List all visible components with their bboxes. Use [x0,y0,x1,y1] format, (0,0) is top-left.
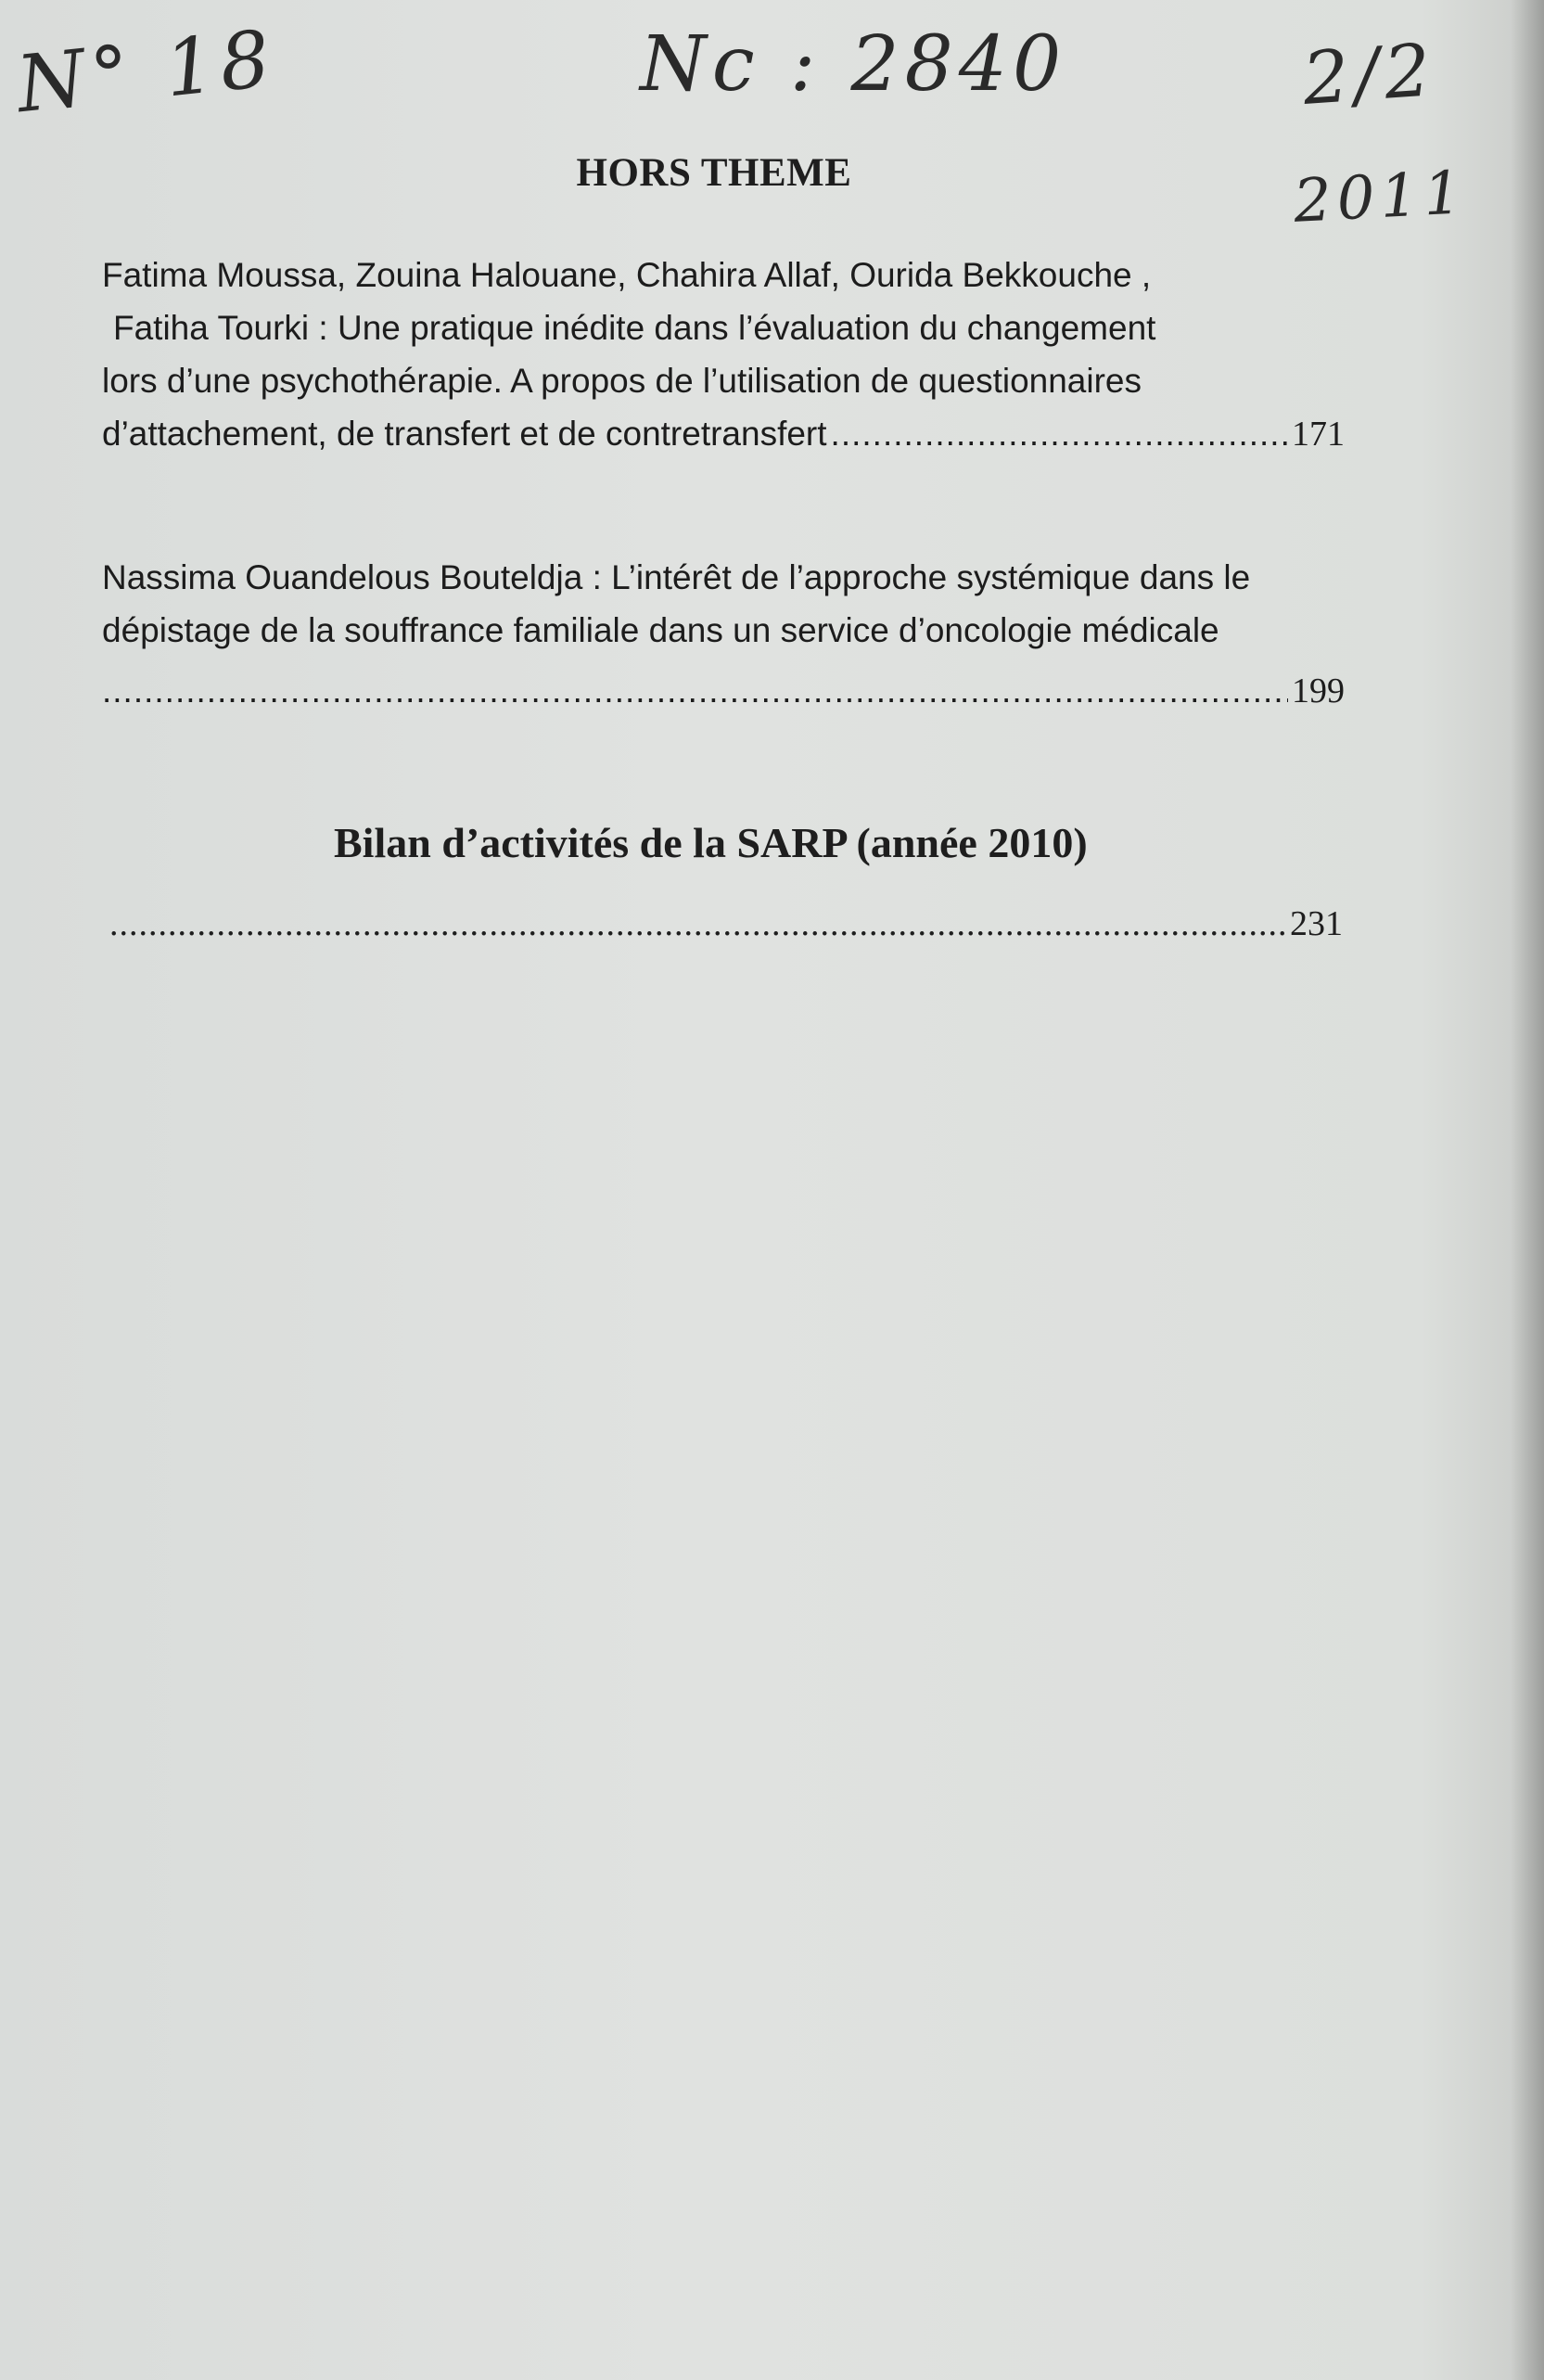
handwritten-issue-number: N° 18 [12,12,280,131]
entry-line: dépistage de la souffrance familiale dans un service d’oncologie médicale [102,611,1219,649]
entry-line: Fatima Moussa, Zouina Halouane, Chahira Allaf, Ourida Bekkouche , [102,256,1152,294]
handwritten-volume: 2/2 [1300,29,1439,122]
entry-line: lors d’une psychothérapie. A propos de l’utilisation de questionnaires [102,362,1142,400]
entry-line: Nassima Ouandelous Bouteldja : L’intérêt de l’approche systémique dans le [102,558,1251,596]
page-edge-shadow [1511,0,1544,2380]
dot-leader [102,664,1288,717]
toc-entry[interactable] [102,249,1345,461]
handwritten-catalog-number: Nc : 2840 [640,20,1067,109]
page-number: 199 [1292,672,1345,710]
bilan-page-line[interactable] [109,903,1343,944]
page-number: 171 [1292,415,1345,454]
entry-last-line [102,664,1345,718]
page-number: 231 [1290,904,1343,943]
entry-line: Fatiha Tourki : Une pratique inédite dans l’évaluation du changement [113,309,1156,347]
entry-last-line [102,407,1345,461]
section-heading-bilan: Bilan d’activités de la SARP (année 2010) [334,819,1088,866]
dot-leader [109,903,1286,944]
section-heading-hors-theme: HORS THEME [576,151,852,195]
dot-leader [831,407,1288,460]
handwritten-year: 2011 [1292,159,1469,237]
toc-entry[interactable] [102,551,1345,718]
entry-line: d’attachement, de transfert et de contretransfert [102,415,827,453]
